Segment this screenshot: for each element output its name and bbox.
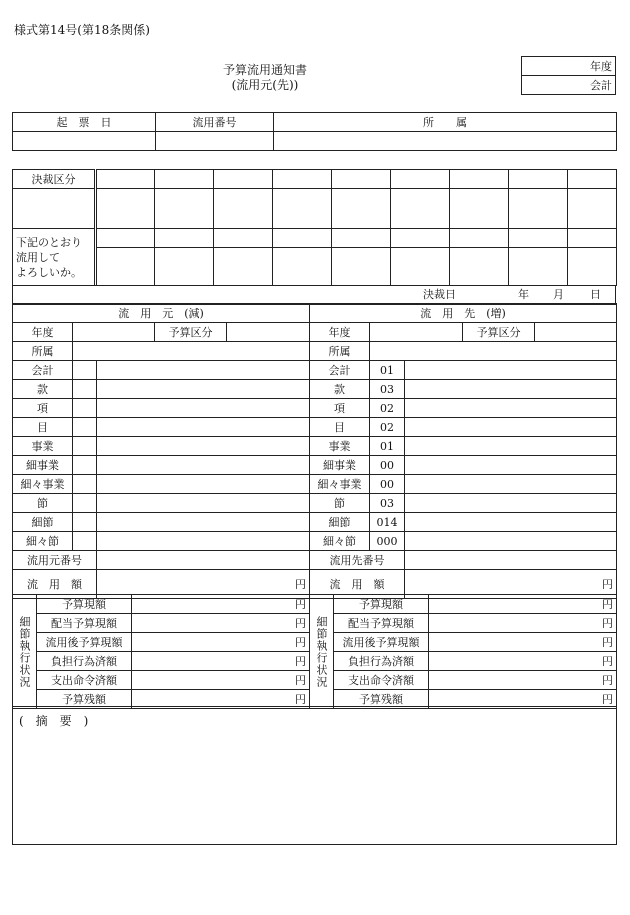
approval-stamp-cell[interactable]	[332, 248, 391, 286]
approval-header-cell[interactable]	[450, 170, 509, 189]
source-status-label: 細節執行状況	[13, 595, 37, 709]
approval-stamp-cell[interactable]	[155, 248, 214, 286]
source-item-label: 細節	[13, 513, 73, 532]
source-code-field[interactable]	[73, 361, 97, 380]
approval-stamp-cell[interactable]	[214, 189, 273, 229]
source-status-amount[interactable]: 円	[132, 690, 310, 709]
source-status-row-label: 予算残額	[37, 690, 132, 709]
dest-status-amount[interactable]: 円	[429, 652, 617, 671]
dest-item-label: 細々節	[310, 532, 370, 551]
summary-label: ( 摘 要 )	[19, 714, 89, 728]
request-line-1: 下記のとおり	[16, 235, 82, 249]
dest-item-label: 事業	[310, 437, 370, 456]
approval-header-cell[interactable]	[214, 229, 273, 248]
draft-date-field[interactable]	[13, 132, 156, 151]
dest-table	[309, 303, 617, 599]
decision-date-field[interactable]	[13, 286, 616, 305]
source-budget-class-field[interactable]	[227, 323, 310, 342]
dest-name-field[interactable]	[405, 380, 617, 399]
approval-stamp-cell[interactable]	[450, 189, 509, 229]
dest-status-row-label: 予算残額	[334, 690, 429, 709]
dest-status-row-label: 配当予算現額	[334, 614, 429, 633]
approval-stamp-cell[interactable]	[273, 248, 332, 286]
source-status-row-label: 支出命令済額	[37, 671, 132, 690]
source-dept-field[interactable]	[73, 342, 310, 361]
account-label: 会計	[522, 76, 616, 95]
dest-number-field[interactable]	[405, 551, 617, 570]
source-item-label: 款	[13, 380, 73, 399]
approval-header-cell[interactable]	[155, 170, 214, 189]
page-subtitle: (流用元(先))	[231, 78, 299, 92]
dest-name-field[interactable]	[405, 399, 617, 418]
source-name-field[interactable]	[97, 494, 310, 513]
dest-code-field[interactable]: 01	[370, 437, 405, 456]
dest-name-field[interactable]	[405, 532, 617, 551]
approval-header-cell[interactable]	[273, 170, 332, 189]
dest-budget-class-field[interactable]	[535, 323, 617, 342]
approval-header-cell[interactable]	[96, 170, 155, 189]
transfer-no-label: 流用番号	[156, 113, 274, 132]
approval-header-cell[interactable]	[96, 229, 155, 248]
source-number-label: 流用元番号	[13, 551, 97, 570]
source-code-field[interactable]	[73, 418, 97, 437]
draft-date-label: 起 票 日	[13, 113, 156, 132]
source-item-label: 細々節	[13, 532, 73, 551]
approval-header-cell[interactable]	[450, 229, 509, 248]
dest-dept-label: 所属	[310, 342, 370, 361]
approval-header-cell[interactable]	[273, 229, 332, 248]
dest-status-row-label: 支出命令済額	[334, 671, 429, 690]
dest-code-field[interactable]: 03	[370, 380, 405, 399]
dest-code-field[interactable]: 000	[370, 532, 405, 551]
dest-status-amount[interactable]: 円	[429, 633, 617, 652]
source-item-label: 会計	[13, 361, 73, 380]
source-name-field[interactable]	[97, 456, 310, 475]
dest-code-field[interactable]: 01	[370, 361, 405, 380]
request-line-3: よろしいか。	[16, 265, 82, 279]
dest-status-table	[309, 594, 617, 709]
dest-code-field[interactable]: 03	[370, 494, 405, 513]
approval-stamp-cell[interactable]	[214, 248, 273, 286]
dest-status-amount[interactable]: 円	[429, 595, 617, 614]
dest-name-field[interactable]	[405, 437, 617, 456]
source-name-field[interactable]	[97, 380, 310, 399]
dest-status-label: 細節執行状況	[310, 595, 334, 709]
source-name-field[interactable]	[97, 513, 310, 532]
dest-name-field[interactable]	[405, 475, 617, 494]
decision-table	[12, 169, 617, 286]
dest-item-label: 目	[310, 418, 370, 437]
dest-name-field[interactable]	[405, 361, 617, 380]
decision-month-label: 月	[553, 288, 564, 301]
form-label: 様式第14号(第18条関係)	[14, 23, 150, 37]
source-status-row-label: 負担行為済額	[37, 652, 132, 671]
source-year-field[interactable]	[73, 323, 155, 342]
decision-blank	[13, 189, 96, 229]
source-name-field[interactable]	[97, 399, 310, 418]
approval-header-cell[interactable]	[391, 229, 450, 248]
approval-stamp-cell[interactable]	[96, 248, 155, 286]
approval-stamp-cell[interactable]	[568, 248, 617, 286]
approval-header-cell[interactable]	[391, 170, 450, 189]
dest-budget-class-label: 予算区分	[463, 323, 535, 342]
decision-date-label: 決裁日	[423, 288, 456, 301]
source-status-row-label: 配当予算現額	[37, 614, 132, 633]
dest-amount-label: 流 用 額	[310, 570, 405, 599]
decision-year-label: 年	[518, 288, 529, 301]
source-item-label: 節	[13, 494, 73, 513]
approval-stamp-cell[interactable]	[332, 189, 391, 229]
request-text	[13, 229, 96, 286]
approval-stamp-cell[interactable]	[155, 189, 214, 229]
dest-name-field[interactable]	[405, 456, 617, 475]
source-status-amount[interactable]: 円	[132, 595, 310, 614]
dest-status-row-label: 予算現額	[334, 595, 429, 614]
source-status-amount[interactable]: 円	[132, 633, 310, 652]
source-status-amount[interactable]: 円	[132, 652, 310, 671]
source-item-label: 細事業	[13, 456, 73, 475]
dest-number-label: 流用先番号	[310, 551, 405, 570]
dest-item-label: 節	[310, 494, 370, 513]
source-code-field[interactable]	[73, 437, 97, 456]
decision-day-label: 日	[590, 288, 601, 301]
approval-header-cell[interactable]	[155, 229, 214, 248]
approval-header-cell[interactable]	[509, 229, 568, 248]
source-code-field[interactable]	[73, 399, 97, 418]
source-item-label: 目	[13, 418, 73, 437]
year-account-box	[521, 56, 616, 95]
source-year-label: 年度	[13, 323, 73, 342]
source-item-label: 細々事業	[13, 475, 73, 494]
decision-date-row	[12, 285, 616, 305]
source-item-label: 事業	[13, 437, 73, 456]
source-name-field[interactable]	[97, 532, 310, 551]
dest-code-field[interactable]: 02	[370, 418, 405, 437]
dest-dept-field[interactable]	[370, 342, 617, 361]
source-status-table	[12, 594, 310, 709]
source-code-field[interactable]	[73, 513, 97, 532]
source-code-field[interactable]	[73, 380, 97, 399]
approval-header-cell[interactable]	[332, 170, 391, 189]
dest-code-field[interactable]: 014	[370, 513, 405, 532]
source-dept-label: 所属	[13, 342, 73, 361]
source-amount-field[interactable]: 円	[97, 570, 310, 599]
approval-stamp-cell[interactable]	[509, 189, 568, 229]
dest-code-field[interactable]: 00	[370, 456, 405, 475]
dest-item-label: 細事業	[310, 456, 370, 475]
dest-amount-field[interactable]: 円	[405, 570, 617, 599]
dest-item-label: 細々事業	[310, 475, 370, 494]
dest-status-amount[interactable]: 円	[429, 614, 617, 633]
dest-item-label: 細節	[310, 513, 370, 532]
dest-name-field[interactable]	[405, 418, 617, 437]
approval-header-cell[interactable]	[568, 229, 617, 248]
transfer-no-field[interactable]	[156, 132, 274, 151]
dept-label: 所 属	[274, 113, 617, 132]
approval-stamp-cell[interactable]	[391, 189, 450, 229]
approval-stamp-cell[interactable]	[450, 248, 509, 286]
summary-box[interactable]	[12, 706, 617, 845]
dest-name-field[interactable]	[405, 513, 617, 532]
source-amount-label: 流 用 額	[13, 570, 97, 599]
source-status-row-label: 流用後予算現額	[37, 633, 132, 652]
request-line-2: 流用して	[16, 250, 60, 264]
dest-item-label: 款	[310, 380, 370, 399]
year-label: 年度	[522, 57, 616, 76]
source-name-field[interactable]	[97, 437, 310, 456]
source-status-row-label: 予算現額	[37, 595, 132, 614]
source-status-amount[interactable]: 円	[132, 614, 310, 633]
source-code-field[interactable]	[73, 532, 97, 551]
source-code-field[interactable]	[73, 475, 97, 494]
dept-field[interactable]	[274, 132, 617, 151]
approval-header-cell[interactable]	[214, 170, 273, 189]
source-heading: 流 用 元 (減)	[13, 304, 310, 323]
dest-code-field[interactable]: 00	[370, 475, 405, 494]
page-title: 予算流用通知書	[222, 63, 307, 77]
source-table	[12, 303, 310, 599]
source-name-field[interactable]	[97, 361, 310, 380]
source-code-field[interactable]	[73, 456, 97, 475]
dest-year-label: 年度	[310, 323, 370, 342]
decision-class-label: 決裁区分	[13, 170, 96, 189]
dest-item-label: 項	[310, 399, 370, 418]
dest-status-row-label: 流用後予算現額	[334, 633, 429, 652]
dest-status-row-label: 負担行為済額	[334, 652, 429, 671]
approval-header-cell[interactable]	[568, 170, 617, 189]
source-budget-class-label: 予算区分	[155, 323, 227, 342]
source-status-amount[interactable]: 円	[132, 671, 310, 690]
dest-status-amount[interactable]: 円	[429, 671, 617, 690]
approval-stamp-cell[interactable]	[568, 189, 617, 229]
approval-stamp-cell[interactable]	[96, 189, 155, 229]
source-item-label: 項	[13, 399, 73, 418]
dest-code-field[interactable]: 02	[370, 399, 405, 418]
header-table	[12, 112, 617, 151]
approval-stamp-cell[interactable]	[273, 189, 332, 229]
dest-status-amount[interactable]: 円	[429, 690, 617, 709]
source-name-field[interactable]	[97, 475, 310, 494]
approval-header-cell[interactable]	[509, 170, 568, 189]
dest-heading: 流 用 先 (増)	[310, 304, 617, 323]
source-number-field[interactable]	[97, 551, 310, 570]
dest-year-field[interactable]	[370, 323, 463, 342]
dest-name-field[interactable]	[405, 494, 617, 513]
approval-header-cell[interactable]	[332, 229, 391, 248]
approval-stamp-cell[interactable]	[509, 248, 568, 286]
source-code-field[interactable]	[73, 494, 97, 513]
approval-stamp-cell[interactable]	[391, 248, 450, 286]
source-name-field[interactable]	[97, 418, 310, 437]
dest-item-label: 会計	[310, 361, 370, 380]
